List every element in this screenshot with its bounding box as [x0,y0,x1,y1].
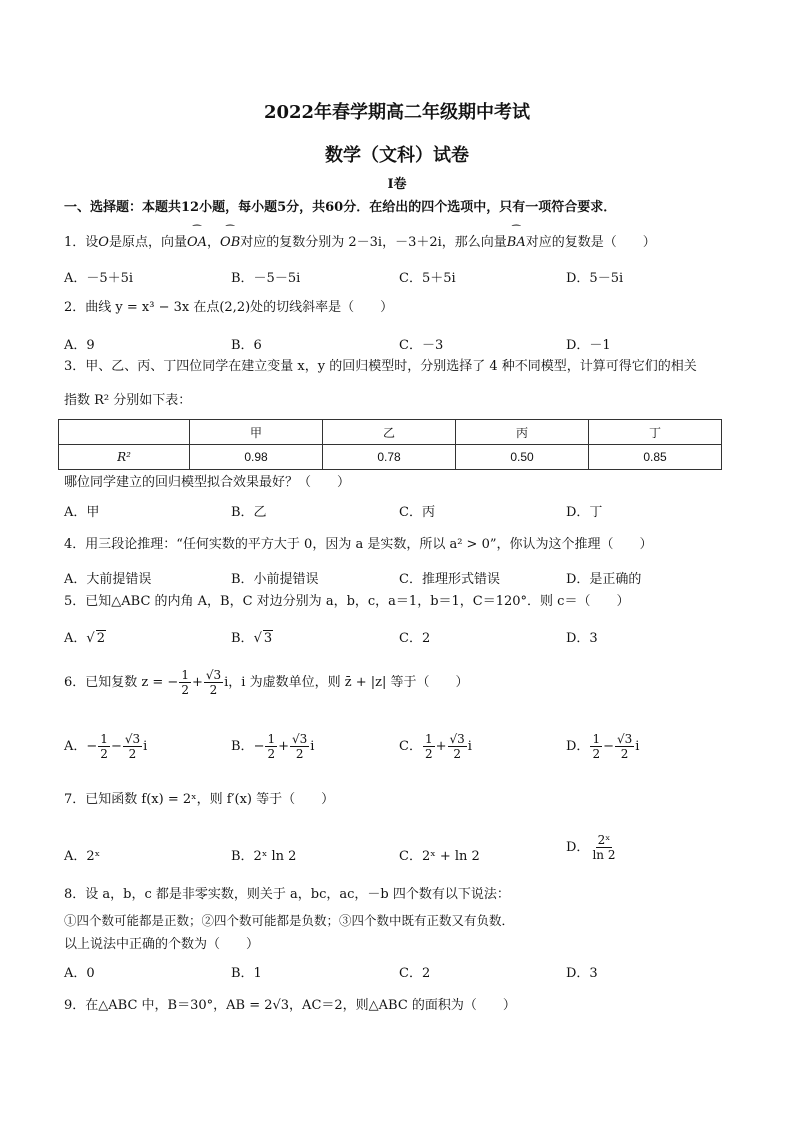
q6-option-c: C． $\frac{1}{2}$ + $\frac{√3}{2}$ i [399,732,472,761]
q3-option-d: D．丁 [566,505,603,520]
q8-option-b: B．1 [231,966,262,981]
q1-option-a: A．－5＋5i [64,271,134,286]
q3-option-a: A．甲 [64,505,100,520]
question-1: 1．设O是原点，向量⁀ OA，⁀ OB对应的复数分别为 2－3i，－3＋2i，那么向量⁀ BA对应的复数是（ ） [64,234,656,252]
exam-title: 2022年春学期高二年级期中考试 [263,102,531,123]
q7-option-d: D． $\frac{\text{2ˣ}}{\ln 2}$ [566,833,616,862]
question-3-prompt: 哪位同学建立的回归模型拟合效果最好？（ ） [64,475,351,490]
question-5: 5．已知△ABC 的内角 A，B，C 对边分别为 a，b，c，a＝1，b＝1，C＝120°．则 c＝（ ） [64,594,630,609]
question-3-line1: 3．甲、乙、丙、丁四位同学在建立变量 x，y 的回归模型时，分别选择了 4 种不同模型，计算可得它们的相关 [64,359,697,374]
q1-option-c: C．5＋5i [399,271,456,286]
vector-ba: ⁀ BA [507,234,526,252]
q2-option-a: A．9 [64,338,95,353]
section-header: 一、选择题：本题共12小题，每小题5分，共60分．在给出的四个选项中，只有一项符合要求． [64,200,617,215]
q2-option-c: C．－3 [399,338,444,353]
q7-option-c: C．2ˣ + ln 2 [399,849,480,864]
volume-label: Ⅰ卷 [387,177,407,192]
table-cell: 0.85 [589,445,722,470]
q3-option-c: C．丙 [399,505,435,520]
question-4: 4．用三段论推理：“任何实数的平方大于 0，因为 a 是实数，所以 a² > 0”，你认为这个推理（ ） [64,537,653,552]
table-header-cell [59,420,190,445]
q2-option-b: B．6 [231,338,262,353]
table-row [59,445,722,470]
question-7: 7．已知函数 f(x) = 2ˣ，则 f′(x) 等于（ ） [64,792,335,807]
q4-option-a: A．大前提错误 [64,572,152,587]
q4-option-c: C．推理形式错误 [399,572,500,587]
q6-option-a: A．− $\frac{1}{2}$ − $\frac{√3}{2}$ i [64,732,148,761]
q2-option-d: D．－1 [566,338,611,353]
table-header-cell: 丙 [456,420,589,445]
r2-table [58,419,722,470]
table-header-cell: 丁 [589,420,722,445]
q7-option-a: A．2ˣ [64,849,101,864]
table-header-cell: 甲 [190,420,323,445]
q1-option-b: B．－5－5i [231,271,301,286]
q6-option-b: B．− $\frac{1}{2}$ + $\frac{√3}{2}$ i [231,732,315,761]
q3-option-b: B．乙 [231,505,267,520]
q5-option-d: D．3 [566,631,598,646]
question-2: 2．曲线 y = x³ − 3x 在点(2,2)处的切线斜率是（ ） [64,300,394,315]
exam-subtitle: 数学（文科）试卷 [325,145,469,166]
q4-option-b: B．小前提错误 [231,572,319,587]
q8-option-d: D．3 [566,966,598,981]
vector-ob: ⁀ OB [220,234,240,252]
table-cell: 0.78 [323,445,456,470]
question-9: 9．在△ABC 中，B＝30°，AB = 2√3，AC＝2，则△ABC 的面积为（ ） [64,998,516,1013]
question-6: 6．已知复数 z = − $\frac{1}{2}$ + $\frac{√3}{2}$ i，i 为虚数单位，则 z̄ + |z| 等于（ ） [64,668,469,697]
q7-option-b: B．2ˣ ln 2 [231,849,297,864]
q8-option-a: A．0 [64,966,95,981]
q4-option-d: D．是正确的 [566,572,642,587]
table-cell: 0.50 [456,445,589,470]
question-8-line3: 以上说法中正确的个数为（ ） [64,937,260,952]
question-8-line2: ①四个数可能都是正数；②四个数可能都是负数；③四个数中既有正数又有负数． [64,913,515,928]
q5-option-b: B．√ 3 [231,631,273,646]
vector-oa: ⁀ OA [187,234,207,252]
question-8-line1: 8．设 a，b，c 都是非零实数，则关于 a，bc，ac，－b 四个数有以下说法： [64,887,510,902]
q5-option-c: C．2 [399,631,431,646]
table-cell: 0.98 [190,445,323,470]
table-row-label: R² [59,445,190,470]
q8-option-c: C．2 [399,966,431,981]
q1-option-d: D．5－5i [566,271,624,286]
table-header-row [59,420,722,445]
q6-option-d: D． $\frac{1}{2}$ − $\frac{√3}{2}$ i [566,732,640,761]
question-3-line2: 指数 R² 分别如下表： [64,393,192,408]
q5-option-a: A．√ 2 [64,631,105,646]
table-header-cell: 乙 [323,420,456,445]
